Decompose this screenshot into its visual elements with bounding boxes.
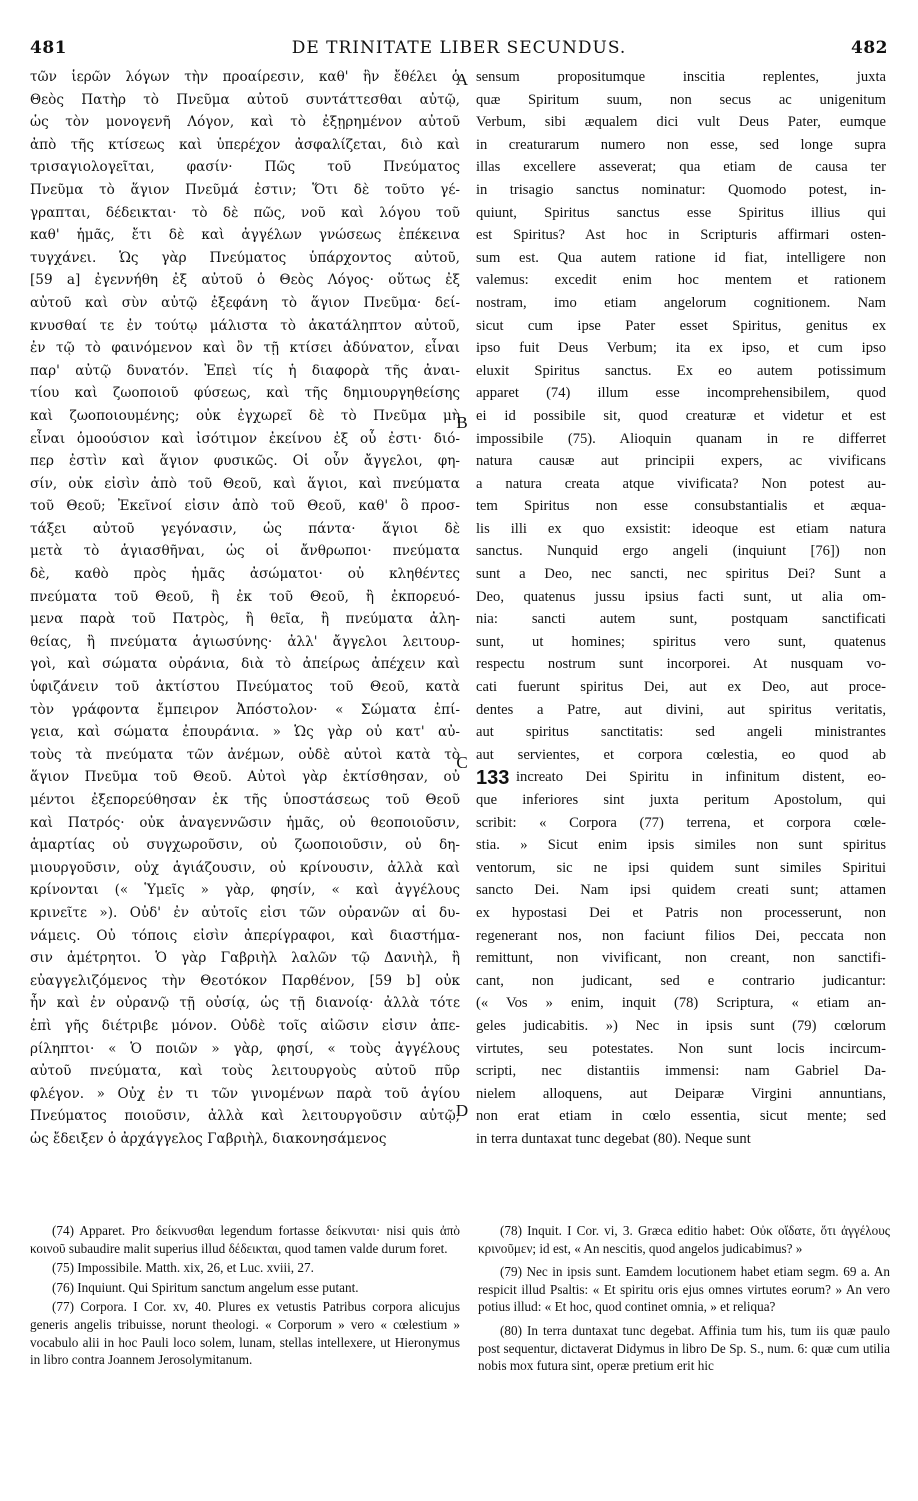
latin-text-line: scribit: « Corpora (77) terrena, et corpora cœle- — [476, 814, 886, 831]
greek-text-line: μέντοι ἐξεπορεύθησαν ἐκ τῆς ὑποστάσεως τοῦ Θεοῦ — [30, 792, 460, 808]
greek-text-line: γοὶ, καὶ σώματα οὐράνια, διὰ τὸ ἀπείρως ἀπέχειν καὶ — [30, 656, 460, 673]
footnote: (74) Apparet. Pro δείκνυσθαι legendum fortasse δείκνυται· nisi quis ἀπὸ κοινοῦ subaudire malit superius illud δέδεικται, quod tamen valde durum foret. — [30, 1223, 460, 1256]
latin-text-line: nielem alloquens, aut Deiparæ Virgini annuntians, — [476, 1085, 886, 1102]
greek-text-line: καὶ Πατρός· οὐκ ἀναγεννῶσιν ἡμᾶς, οὐ θεοποιοῦσιν, — [30, 814, 460, 831]
greek-text-line: παρ' αὐτῷ δυνατόν. Ἐπεὶ τίς ἡ διαφορὰ τῆς ἀναι- — [30, 362, 460, 379]
latin-text-line: in trisagio sanctus nominatur: Quomodo potest, in- — [476, 181, 886, 198]
latin-text-line: ipso fuit Deus Verbum; ita ex ipso, et cum ipso — [476, 340, 886, 357]
greek-text-line: ὡς τὸν μονογενῆ Λόγον, καὶ τὸ ἐξῃρημένον αὐτοῦ — [30, 114, 460, 131]
latin-text-line: que inferiores sint juxta peritum Apostolum, qui — [476, 792, 886, 808]
latin-text-line: aut servientes, et corpora cœlestia, eo quod ab — [476, 746, 886, 763]
greek-text-line: κρίνονται (« Ὑμεῖς » γὰρ, φησίν, « καὶ ἀγγέλους — [30, 882, 460, 899]
greek-text-line: μετὰ τὸ ἁγιασθῆναι, ὡς οἱ ἄνθρωποι· πνεύματα — [30, 543, 460, 560]
latin-text-line: geles judicabitis. ») Nec in ipsis sunt (79) cœlorum — [476, 1017, 886, 1034]
column-number: 133 — [476, 766, 510, 789]
latin-text-line: remittunt, non vivificant, non creant, non sanctifi- — [476, 950, 886, 967]
latin-text-line: impossibile (75). Alioquin quanam in re differret — [476, 430, 886, 447]
latin-text-line: lis illi ex quo exsistit: ideoque est etiam natura — [476, 520, 886, 537]
running-head — [30, 38, 888, 62]
latin-text-line: scripti, nec distantiis immensi: nam Gabriel Da- — [476, 1063, 886, 1080]
greek-text-line: τυγχάνει. Ὡς γὰρ Πνεύματος ὑπάρχοντος αὐτοῦ, — [30, 249, 460, 266]
latin-text-line: cati fuerunt spiritus Dei, aut ex Deo, aut proce- — [476, 679, 886, 696]
latin-text-line: stia. » Sicut enim ipsis similes non sunt spiritus — [476, 837, 886, 854]
latin-text-line: in creaturarum numero non esse, sed longe supra — [476, 136, 886, 153]
latin-text-line: nostram, imo etiam angelorum cognitionem. Nam — [476, 294, 886, 311]
greek-text-line: πνεύματα τοῦ Θεοῦ, ἢ ἐκ τοῦ Θεοῦ, ἢ ἐκπορευό- — [30, 588, 460, 605]
latin-text-line: illas excellere asseverat; qua etiam de causa ter — [476, 159, 886, 176]
page-number-left: 481 — [30, 38, 67, 58]
greek-text-column — [30, 66, 460, 1212]
footnote: (78) Inquit. I Cor. vi, 3. Græca editio habet: Οὐκ οἴδατε, ὅτι ἀγγέλους κρινοῦμεν; id est, « An nescitis, quod angelos judicabimus? » — [478, 1223, 890, 1256]
greek-text-line: ὡς ἔδειξεν ὁ ἀρχάγγελος Γαβριὴλ, διακονησάμενος — [30, 1130, 387, 1147]
latin-text-line: nia: sancti autem sunt, postquam sanctificati — [476, 611, 886, 628]
greek-text-line: θείας, ἢ πνεύματα ἁγιωσύνης· ἀλλ' ἄγγελοι λειτουρ- — [30, 633, 460, 650]
page-number-right: 482 — [851, 38, 888, 58]
latin-text-line: sum est. Qua autem ratione id fiat, intelligere non — [476, 249, 886, 266]
footnote: (76) Inquiunt. Qui Spiritum sanctum angelum esse putant. — [52, 1279, 359, 1295]
latin-text-line: virtutes, seu potestates. Non sunt locis incircum- — [476, 1040, 886, 1057]
greek-text-line: μιουργοῦσιν, οὐχ ἁγιάζουσιν, οὐ κρίνουσιν, ἀλλὰ καὶ — [30, 859, 460, 876]
margin-letter-c: C — [456, 753, 468, 772]
greek-text-line: καὶ ζωοποιουμένης; οὐκ ἐγχωρεῖ δὲ τὸ Πνεῦμα μὴ — [30, 407, 460, 424]
greek-text-line: νάμεις. Οὐ τόποις εἰσὶν ἀπερίγραφοι, καὶ διαστήμα- — [30, 927, 460, 944]
greek-text-line: τίου καὶ ζωοποιοῦ φύσεως, καὶ τῆς δημιουργηθείσης — [30, 385, 460, 402]
footnote: (77) Corpora. I Cor. xv, 40. Plures ex vetustis Patribus corpora alicujus generis angelis tribuisse, norunt theologi. « Corporum » vero « cœlestium » vocabulo alii in hoc Pauli loco solem, lunam, stellas intellexere, ut Hieronymus in libro contra Joannem Jerosolymitanum. — [30, 1299, 460, 1368]
latin-text-line: (« Vos » enim, inquit (78) Scriptura, « etiam an- — [476, 995, 886, 1012]
latin-text-line: natura causæ aut principii expers, ac vivificans — [476, 453, 886, 470]
greek-text-line: εὐαγγελιζόμενος τὴν Θεοτόκον Παρθένον, [59 b] οὐκ — [30, 972, 460, 989]
latin-text-line: a natura creata atque vivificata? Non potest au- — [476, 475, 886, 492]
greek-text-line: σίν, οὐκ εἰσὶν ἀπὸ τοῦ Θεοῦ, καὶ ἅγιοι, καὶ πνεύματα — [30, 475, 460, 492]
greek-text-line: ἦν καὶ ἐν οὐρανῷ τῇ οὐσίᾳ, ὡς τῇ διανοίᾳ· ἀλλὰ τότε — [30, 995, 460, 1012]
greek-text-line: Πνεῦμα τὸ ἅγιον Πνεῦμά ἐστιν; Ὅτι δὲ τοῦτο γέ- — [30, 181, 460, 198]
latin-text-line: tem Spiritus non esse consubstantialis et æqua- — [476, 498, 886, 515]
latin-text-line: sancto Dei. Nam ipsi quidem creati sunt; attamen — [476, 882, 886, 899]
greek-text-line: δὲ, καθὸ πρὸς ἡμᾶς ἀσώματοι· οὐ κληθέντες — [30, 566, 460, 583]
greek-text-line: αὐτοῦ καὶ σὺν αὐτῷ ἐξεφάνη τὸ ἅγιον Πνεῦμα· δεί- — [30, 294, 460, 311]
greek-text-line: περ ἐστὶν καὶ ἅγιον φυσικῶς. Οἱ οὖν ἄγγελοι, φη- — [30, 453, 460, 470]
latin-text-line: cant, non judicant, sed e contrario judicantur: — [476, 972, 886, 989]
latin-text-line: eluxit Spiritus sanctus. Ex eo autem potissimum — [476, 362, 886, 379]
latin-text-line: ex hypostasi Dei et Patris non processerunt, non — [476, 904, 886, 921]
greek-text-line: εἶναι ὁμοούσιον καὶ ἰσότιμον ἐκείνου ἐξ οὗ ἐστι· διό- — [30, 430, 460, 447]
greek-text-line: [59 a] ἐγεννήθη ἐξ αὐτοῦ ὁ Θεὸς Λόγος· οὕτως ἐξ — [30, 272, 460, 289]
footnote: (75) Impossibile. Matth. xix, 26, et Luc. xviii, 27. — [52, 1260, 314, 1276]
latin-text-line: quiunt, Spiritus sanctus esse Spiritus illius qui — [476, 204, 886, 221]
greek-text-line: κρινεῖτε »). Οὐδ' ἐν αὐτοῖς εἰσι τῶν οὐρανῶν αἱ δυ- — [30, 904, 460, 921]
greek-text-line: τρισαγιολογεῖται, φασίν· Πῶς τοῦ Πνεύματος — [30, 159, 460, 176]
greek-text-line: ἀπὸ τῆς κτίσεως καὶ ὑπερέχον ἀσφαλίζεται, διὸ καὶ — [30, 136, 460, 153]
greek-text-line: ἁμαρτίας οὐ συγχωροῦσιν, οὐ ζωοποιοῦσιν, οὐ δη- — [30, 837, 460, 854]
latin-text-line: ventorum, sic ne ipsi quidem sunt similes Spiritui — [476, 859, 886, 876]
latin-text-line: est Spiritus? Ast hoc in Scripturis affirmari osten- — [476, 227, 886, 244]
footnote: (79) Nec in ipsis sunt. Eamdem locutionem habet etiam segm. 69 a. An respicit illud Psaltis: « Et spiritu oris ejus omnes virtutes eorum? » An vero potius illud: « Et hoc, quod continet omnia, » et reliqua? — [478, 1264, 890, 1315]
margin-letter-b: B — [456, 413, 468, 432]
latin-text-line: sensum propositumque inscitia replentes, juxta — [476, 69, 886, 85]
latin-text-line: in terra duntaxat tunc degebat (80). Neque sunt — [476, 1130, 751, 1147]
greek-text-line: τοῦ Θεοῦ; Ἐκεῖνοί εἰσιν ἀπὸ τοῦ Θεοῦ, καθ' ὃ προσ- — [30, 498, 460, 515]
greek-text-line: τάξει αὐτοῦ γεγόνασιν, ὡς πάντα· ἅγιοι δὲ — [30, 520, 460, 537]
latin-text-line: dentes a Patre, aut divini, aut spiritus veritatis, — [476, 701, 886, 718]
running-title: DE TRINITATE LIBER SECUNDUS. — [291, 38, 627, 58]
latin-text-line: respectu nostrum sunt incorporei. At nusquam vo- — [476, 656, 886, 673]
footnotes-left — [30, 1222, 460, 1492]
greek-text-line: γραπται, δέδεικται· τὸ δὲ πῶς, νοῦ καὶ λόγου τοῦ — [30, 204, 460, 221]
greek-text-line: ὑφιζάνειν τοῦ ἀκτίστου Πνεύματος τοῦ Θεοῦ, κατὰ — [30, 679, 460, 696]
greek-text-line: σιν ἀμέτρητοι. Ὁ γὰρ Γαβριὴλ λαλῶν τῷ Δανιὴλ, ἢ — [30, 950, 460, 967]
latin-text-line: valemus: excedit enim hoc mentem et rationem — [476, 272, 886, 289]
latin-text-column — [476, 66, 886, 1212]
greek-text-line: Πνεύματος ποιοῦσιν, ἀλλὰ καὶ λειτουργοῦσιν αὐτῷ, — [30, 1108, 460, 1125]
latin-text-line: increato Dei Spiritu in infinitum distent, eo- — [516, 769, 886, 786]
latin-text-line: quæ Spiritum suum, non secus ac unigenitum — [476, 91, 886, 108]
greek-text-line: ἐπὶ γῆς διέτριβε μόνον. Οὐδὲ τοῖς αἰῶσιν εἰσιν ἀπε- — [30, 1017, 460, 1034]
margin-letter-a: A — [455, 70, 469, 89]
greek-text-line: γεια, καὶ σώματα ἐπουράνια. » Ὡς γὰρ οὐ κατ' αὐ- — [30, 724, 460, 741]
greek-text-line: τοὺς τὰ πνεύματα τῶν ἀνέμων, οὐδὲ αὐτοὶ κατὰ τὸ — [30, 746, 460, 763]
greek-text-line: καθ' ἡμᾶς, ἔτι δὲ καὶ ἀγγέλων γνώσεως ἐπέκεινα — [30, 227, 460, 244]
greek-text-line: ρίληπτοι· « Ὁ ποιῶν » γὰρ, φησί, « τοὺς ἀγγέλους — [30, 1040, 460, 1057]
greek-text-line: τὸν γράφοντα ἔμπειρον Ἀπόστολον· « Σώματα ἐπί- — [30, 701, 460, 718]
latin-text-line: Deo, quatenus jussu ipsius facti sunt, ut alia om- — [476, 588, 886, 605]
greek-text-line: Θεὸς Πατὴρ τὸ Πνεῦμα αὐτοῦ συντάττεσθαι αὐτῷ, — [30, 91, 460, 108]
greek-text-line: τῶν ἱερῶν λόγων τὴν προαίρεσιν, καθ' ἣν ἔθέλει ὁ — [30, 69, 460, 85]
greek-text-line: ἅγιον Πνεῦμα τοῦ Θεοῦ. Αὐτοὶ γὰρ ἐκτίσθησαν, οὐ — [30, 769, 460, 786]
footnotes-right — [478, 1222, 890, 1492]
greek-text-line: ἐν τῷ τὸ φαινόμενον καὶ ὂν τῇ κτίσει ἀδύνατον, εἶναι — [30, 340, 460, 357]
greek-text-line: φλέγον. » Οὐχ ἐν τι τῶν γινομένων παρὰ τοῦ ἁγίου — [30, 1085, 460, 1102]
latin-text-line: sicut cum ipse Pater esset Spiritus, genitus ex — [476, 317, 886, 334]
footnote: (80) In terra duntaxat tunc degebat. Affinia tum his, tum iis quæ paulo post sequentur, dictaverat Didymus in libro De Sp. S., num. 6: quæ cum utilia nobis mox futura sint, operæ pretium erit hic — [478, 1322, 890, 1374]
latin-text-line: sunt a Deo, nec sancti, nec spiritus Dei? Sunt a — [476, 566, 886, 583]
greek-text-line: μενα παρὰ τοῦ Πατρὸς, ἢ θεῖα, ἢ πνεύματα ἀλη- — [30, 611, 460, 628]
latin-text-line: non erat etiam in cœlo essentia, sicut mente; sed — [476, 1108, 886, 1125]
margin-letter-d: D — [455, 1101, 469, 1120]
greek-text-line: αὐτοῦ πνεύματα, καὶ τοὺς λειτουργοὺς αὐτοῦ πῦρ — [30, 1063, 460, 1080]
greek-text-line: κνυσθαί τε ἐν τούτῳ μάλιστα τὸ ἀκατάληπτον αὐτοῦ, — [30, 317, 460, 334]
latin-text-line: ei id possibile sit, quod creaturæ et videtur et est — [476, 407, 886, 424]
latin-text-line: Verbum, sibi æqualem dici vult Deus Pater, eumque — [476, 114, 886, 131]
latin-text-line: sunt, ut homines; spiritus vero sunt, quatenus — [476, 633, 886, 650]
latin-text-line: sanctus. Nunquid ergo angeli (inquiunt [76]) non — [476, 543, 886, 560]
latin-text-line: apparet (74) illum esse incomprehensibilem, quod — [476, 385, 886, 402]
latin-text-line: regenerant nos, non faciunt filios Dei, peccata non — [476, 927, 886, 944]
latin-text-line: aut spiritus sanctitatis: sed angeli ministrantes — [476, 724, 886, 741]
